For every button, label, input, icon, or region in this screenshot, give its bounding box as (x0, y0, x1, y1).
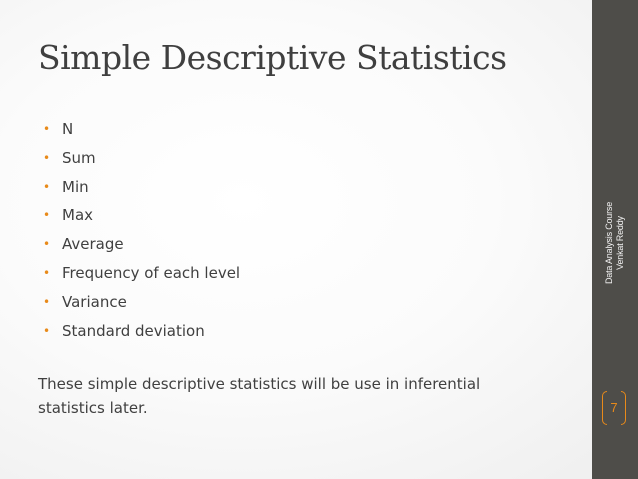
list-item (43, 260, 240, 289)
list-item (43, 145, 240, 174)
bullet-text: Frequency of each level (62, 263, 241, 282)
bullet-icon: • (43, 179, 51, 194)
page-number (603, 391, 625, 425)
bullet-text: Min (62, 177, 89, 196)
list-item (43, 202, 240, 231)
list-item (43, 318, 240, 347)
right-bracket-icon (621, 391, 626, 425)
bullet-list (43, 116, 240, 346)
bullet-icon: • (43, 265, 51, 280)
left-bracket-icon (602, 391, 607, 425)
slide-title: Simple Descriptive Statistics (38, 38, 507, 77)
bullet-text: Average (62, 235, 124, 254)
author-name: Venkat Reddy (615, 216, 625, 270)
bullet-icon: • (43, 122, 51, 136)
bullet-icon: • (43, 323, 51, 338)
bullet-icon: • (43, 294, 51, 309)
sidebar-caption (592, 158, 638, 328)
bullet-text: Variance (62, 292, 127, 311)
bullet-text: Max (62, 206, 94, 225)
course-name: Data Analysis Course (604, 201, 614, 285)
list-item (43, 174, 240, 203)
list-item (43, 231, 240, 260)
bullet-icon: • (43, 237, 51, 252)
slide-note: These simple descriptive statistics will be use in inferential statistics later. (38, 375, 481, 417)
list-item (43, 116, 240, 145)
bullet-text: Standard deviation (62, 321, 205, 340)
bullet-text: Sum (62, 148, 96, 167)
page-number-value: 7 (610, 400, 618, 415)
bullet-icon: • (43, 208, 51, 223)
bullet-icon: • (43, 150, 51, 165)
list-item (43, 289, 240, 318)
bullet-text: N (62, 120, 74, 138)
